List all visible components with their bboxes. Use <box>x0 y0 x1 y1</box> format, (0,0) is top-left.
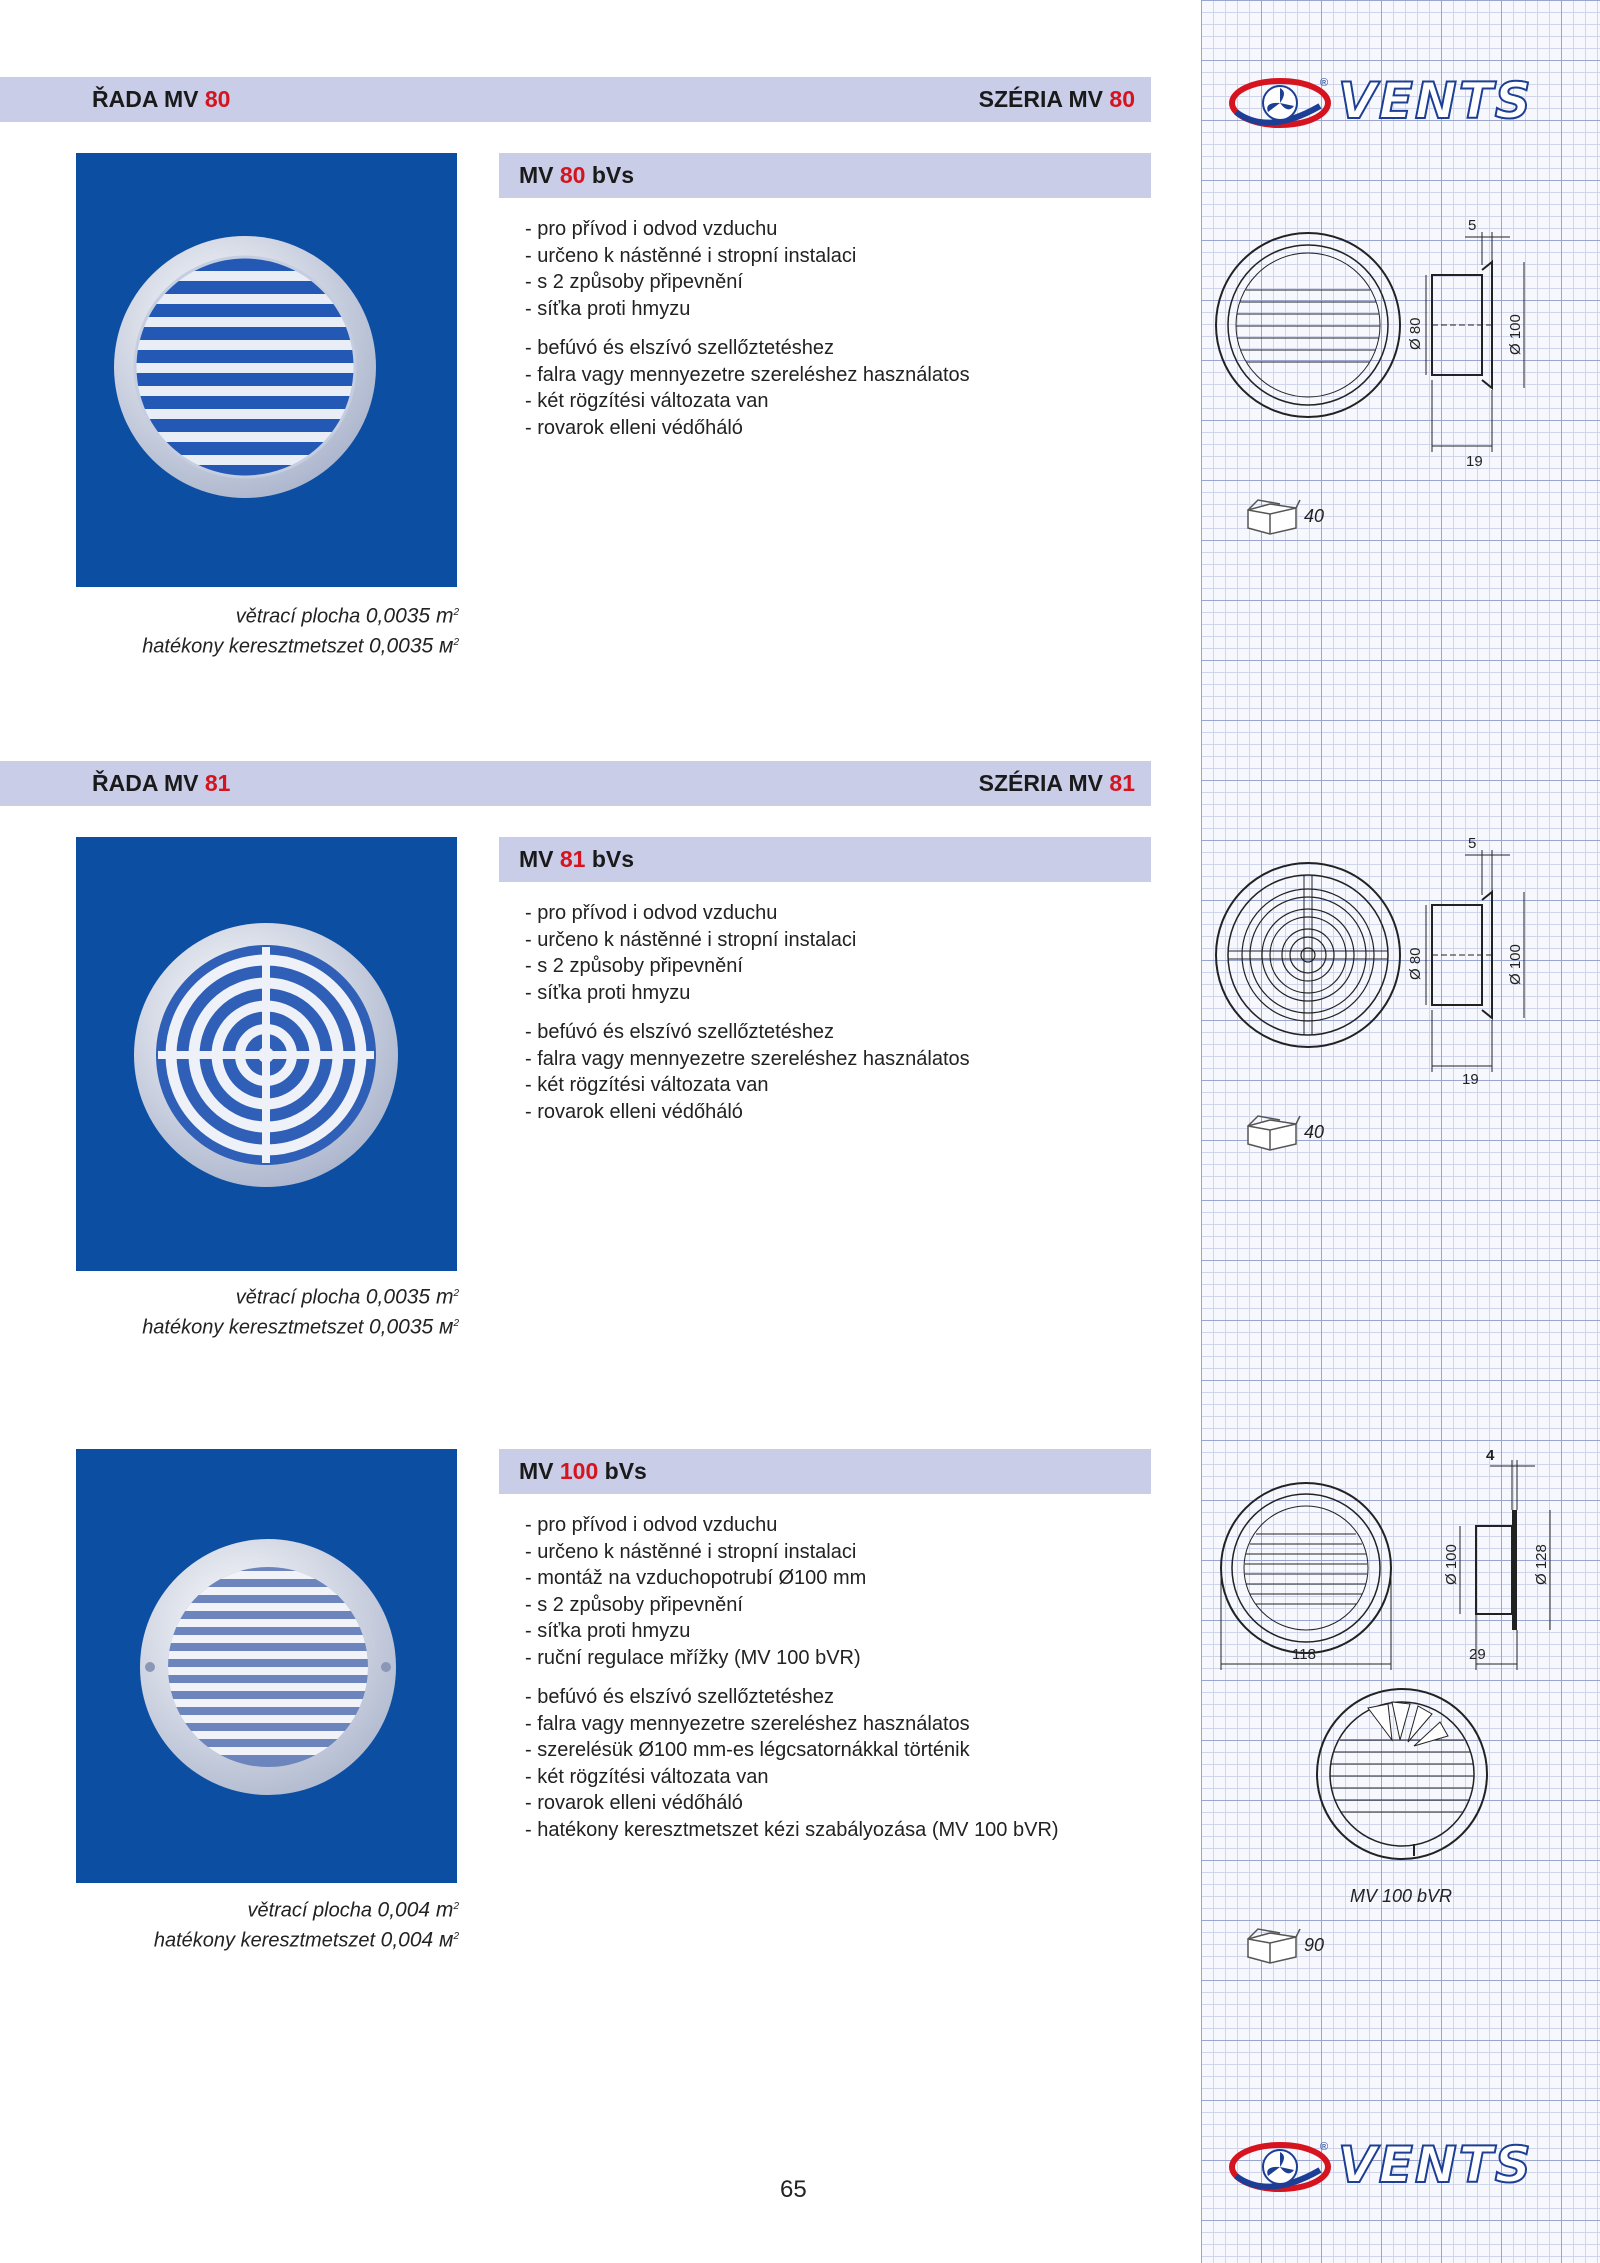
pack-quantity: 90 <box>1304 1935 1325 1955</box>
series-title-hu: SZÉRIA MV 80 <box>978 86 1135 112</box>
technical-drawing-mv100 <box>1210 1440 1590 1880</box>
area-info-mv81 <box>142 1281 459 1340</box>
feature-item: - rovarok elleni védőháló <box>525 416 743 439</box>
vents-logo <box>1228 2138 1568 2194</box>
feature-item: - určeno k nástěnné i stropní instalaci <box>525 244 857 267</box>
feature-item: - rovarok elleni védőháló <box>525 1100 743 1123</box>
product-photo-mv80 <box>76 153 457 587</box>
product-name: MV 81 bVs <box>519 846 635 872</box>
feature-item: - hatékony keresztmetszet kézi szabályozása (MV 100 bVR) <box>525 1818 1059 1841</box>
damper-variant-drawing <box>1317 1689 1487 1859</box>
feature-item: - két rögzítési változata van <box>525 390 769 412</box>
feature-item: - falra vagy mennyezetre szereléshez használatos <box>525 1047 970 1070</box>
area-cz: větrací plocha 0,0035 $m^2$ <box>235 604 459 628</box>
dim-flange: 5 <box>1468 217 1477 234</box>
technical-drawing-mv81 <box>1210 830 1590 1090</box>
dim-d-outer: Ø 128 <box>1533 1544 1550 1585</box>
feature-item: - szerelésük Ø100 mm-es légcsatornákkal történik <box>525 1739 970 1761</box>
area-hu: hatékony keresztmetszet 0,0035 $м^2$ <box>142 1315 459 1339</box>
dim-flange: 5 <box>1468 835 1477 852</box>
dim-depth: 19 <box>1466 453 1483 470</box>
variant-caption: MV 100 bVR <box>1350 1886 1453 1906</box>
feature-item: - befúvó és elszívó szellőztetéshez <box>525 1021 835 1043</box>
vents-logo <box>1228 74 1568 130</box>
feature-item: - montáž na vzduchopotrubí Ø100 mm <box>525 1567 867 1589</box>
features-cz-mv80 <box>525 216 970 441</box>
feature-item: - rovarok elleni védőháló <box>525 1792 743 1814</box>
product-bar-mv81 <box>499 837 1151 882</box>
pack-quantity: 40 <box>1304 506 1325 526</box>
product-photo-mv81 <box>76 837 457 1271</box>
registered-mark: ® <box>1320 2141 1329 2153</box>
dim-flange: 4 <box>1486 1447 1495 1464</box>
product-photo-mv100 <box>76 1449 457 1883</box>
product-bar-mv80 <box>499 153 1151 198</box>
fan-swoosh-icon <box>1228 74 1338 130</box>
feature-item: - ruční regulace mřížky (MV 100 bVR) <box>525 1646 861 1669</box>
page-number: 65 <box>780 2176 807 2203</box>
series-bar-mv81 <box>0 761 1151 806</box>
series-title-cz: ŘADA MV 80 <box>92 86 231 112</box>
brand-name: VENTS <box>1338 2136 1533 2194</box>
feature-item: - két rögzítési változata van <box>525 1765 769 1788</box>
dim-d-inner: Ø 80 <box>1407 317 1424 350</box>
features-cz-mv100 <box>525 1512 1059 1843</box>
area-info-mv100 <box>154 1894 459 1953</box>
dim-d-outer: Ø 100 <box>1507 944 1524 985</box>
box-icon <box>1244 1112 1302 1152</box>
area-info-mv80 <box>142 600 459 659</box>
package-mv80 <box>1244 496 1354 536</box>
package-mv81 <box>1244 1112 1354 1152</box>
feature-item: - falra vagy mennyezetre szereléshez használatos <box>525 1712 970 1735</box>
series-bar-mv80 <box>0 77 1151 122</box>
dim-width: 118 <box>1292 1646 1316 1663</box>
product-name: MV 80 bVs <box>519 162 635 188</box>
series-title-cz: ŘADA MV 81 <box>92 770 231 796</box>
area-hu: hatékony keresztmetszet 0,0035 $м^2$ <box>142 634 459 658</box>
dim-depth: 19 <box>1462 1071 1479 1088</box>
area-cz: větrací plocha 0,004 $m^2$ <box>247 1898 459 1922</box>
dim-d-outer: Ø 100 <box>1507 314 1524 355</box>
dim-d-inner: Ø 100 <box>1443 1544 1460 1585</box>
feature-item: - pro přívod i odvod vzduchu <box>525 218 778 240</box>
area-cz: větrací plocha 0,0035 $m^2$ <box>235 1285 459 1309</box>
feature-item: - síťka proti hmyzu <box>525 1620 691 1642</box>
technical-drawing-mv80 <box>1210 210 1590 470</box>
feature-item: - befúvó és elszívó szellőztetéshez <box>525 1686 835 1708</box>
feature-item: - určeno k nástěnné i stropní instalaci <box>525 928 857 951</box>
product-bar-mv100 <box>499 1449 1151 1494</box>
feature-item: - pro přívod i odvod vzduchu <box>525 1514 778 1536</box>
feature-item: - s 2 způsoby připevnění <box>525 955 743 977</box>
features-cz-mv81 <box>525 900 970 1125</box>
box-icon <box>1244 1925 1302 1965</box>
product-name: MV 100 bVs <box>519 1458 647 1484</box>
feature-item: - pro přívod i odvod vzduchu <box>525 902 778 924</box>
feature-item: - falra vagy mennyezetre szereléshez használatos <box>525 363 970 386</box>
feature-item: - s 2 způsoby připevnění <box>525 271 743 293</box>
package-mv100 <box>1244 1925 1354 1965</box>
dim-depth: 29 <box>1469 1646 1486 1663</box>
feature-item: - két rögzítési változata van <box>525 1074 769 1096</box>
pack-quantity: 40 <box>1304 1122 1325 1142</box>
feature-item: - s 2 způsoby připevnění <box>525 1593 743 1616</box>
registered-mark: ® <box>1320 77 1329 89</box>
box-icon <box>1244 496 1302 536</box>
feature-item: - síťka proti hmyzu <box>525 981 691 1004</box>
series-title-hu: SZÉRIA MV 81 <box>978 770 1135 796</box>
feature-item: - síťka proti hmyzu <box>525 297 691 320</box>
feature-item: - určeno k nástěnné i stropní instalaci <box>525 1540 857 1563</box>
feature-item: - befúvó és elszívó szellőztetéshez <box>525 337 835 359</box>
fan-swoosh-icon <box>1228 2138 1338 2194</box>
brand-name: VENTS <box>1338 72 1533 130</box>
area-hu: hatékony keresztmetszet 0,004 $м^2$ <box>153 1928 459 1952</box>
dim-d-inner: Ø 80 <box>1407 947 1424 980</box>
